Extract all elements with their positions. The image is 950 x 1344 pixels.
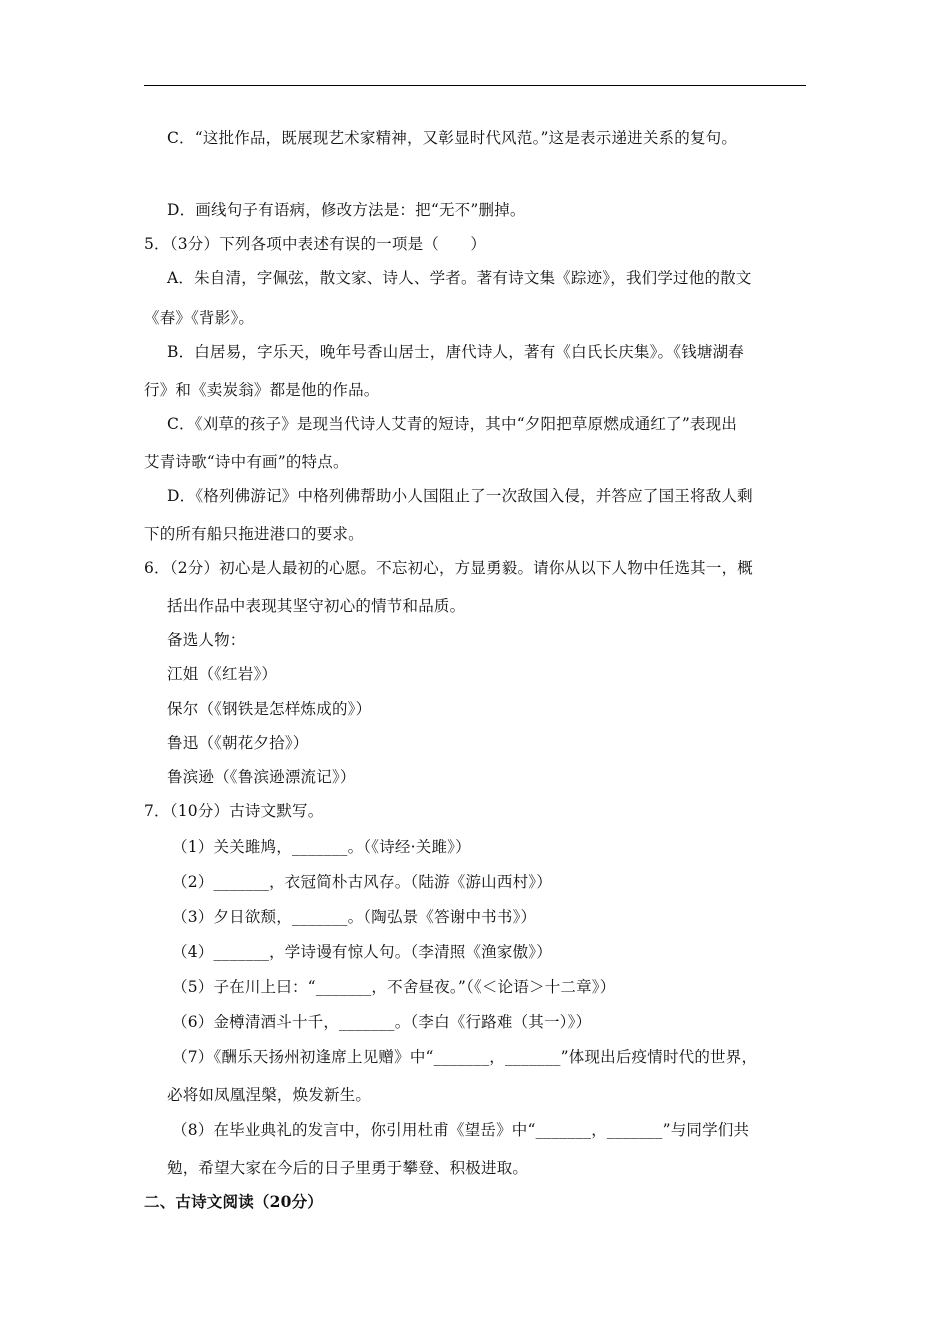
q7-item: （3）夕日欲颓，_______。（陶弘景《答谢中书书》） (172, 908, 537, 926)
q7-item: （4）_______，学诗谩有惊人句。（李清照《渔家傲》） (172, 943, 552, 961)
q7-item: （1）关关雎鸠，_______。（《诗经·关雎》） (172, 838, 471, 856)
q5-option-a-line1: A．朱自清，字佩弦，散文家、诗人、学者。著有诗文集《踪迹》，我们学过他的散文 (167, 269, 752, 287)
section-2-heading: 二、古诗文阅读（20分） (144, 1192, 323, 1211)
q4-option-c: C．“这批作品，既展现艺术家精神，又彰显时代风范。”这是表示递进关系的复句。 (167, 129, 738, 147)
q6-option: 鲁滨逊（《鲁滨逊漂流记》） (167, 768, 356, 786)
q6-options-label: 备选人物： (167, 631, 246, 649)
q7-item7-line1: （7）《酬乐天扬州初逢席上见赠》中“_______，_______”体现出后疫情时代的世界， (172, 1048, 758, 1066)
q6-stem-line2: 括出作品中表现其坚守初心的情节和品质。 (167, 597, 466, 615)
q7-item8-line1: （8）在毕业典礼的发言中，你引用杜甫《望岳》中“_______，_______”与同学们共 (172, 1121, 750, 1139)
q6-option: 保尔（《钢铁是怎样炼成的》） (167, 700, 372, 718)
q5-stem: 5．（3分）下列各项中表述有误的一项是（ ） (144, 235, 487, 253)
q5-option-d-line1: D．《格列佛游记》中格列佛帮助小人国阻止了一次敌国入侵，并答应了国王将敌人剩 (167, 487, 753, 505)
q7-item7-line2: 必将如凤凰涅槃，焕发新生。 (167, 1086, 372, 1104)
q5-option-d-line2: 下的所有船只拖进港口的要求。 (144, 525, 364, 543)
q7-item: （5）子在川上曰：“_______，不舍昼夜。”（《＜论语＞十二章》） (172, 978, 616, 996)
q5-option-a-line2: 《春》《背影》。 (144, 309, 255, 327)
q7-item: （6）金樽清酒斗十千，_______。（李白《行路难（其一）》） (172, 1013, 592, 1031)
q5-option-b-line2: 行》和《卖炭翁》都是他的作品。 (144, 381, 380, 399)
q5-option-b-line1: B．白居易，字乐天，晚年号香山居士，唐代诗人，著有《白氏长庆集》。《钱塘湖春 (167, 343, 744, 361)
q5-option-c-line1: C．《刈草的孩子》是现当代诗人艾青的短诗，其中“夕阳把草原燃成通红了”表现出 (167, 415, 738, 433)
q6-option: 鲁迅（《朝花夕拾》） (167, 734, 309, 752)
q6-stem-line1: 6．（2分）初心是人最初的心愿。不忘初心，方显勇毅。请你从以下人物中任选其一，概 (144, 559, 753, 577)
q5-option-c-line2: 艾青诗歌“诗中有画”的特点。 (144, 453, 349, 471)
header-rule (144, 85, 806, 86)
q4-option-d: D．画线句子有语病，修改方法是：把“无不”删掉。 (167, 201, 526, 219)
q7-item: （2）_______，衣冠简朴古风存。（陆游《游山西村》） (172, 873, 552, 891)
q6-option: 江姐（《红岩》） (167, 665, 278, 683)
q7-stem: 7．（10分）古诗文默写。 (144, 802, 324, 820)
q7-item8-line2: 勉，希望大家在今后的日子里勇于攀登、积极进取。 (167, 1159, 529, 1177)
